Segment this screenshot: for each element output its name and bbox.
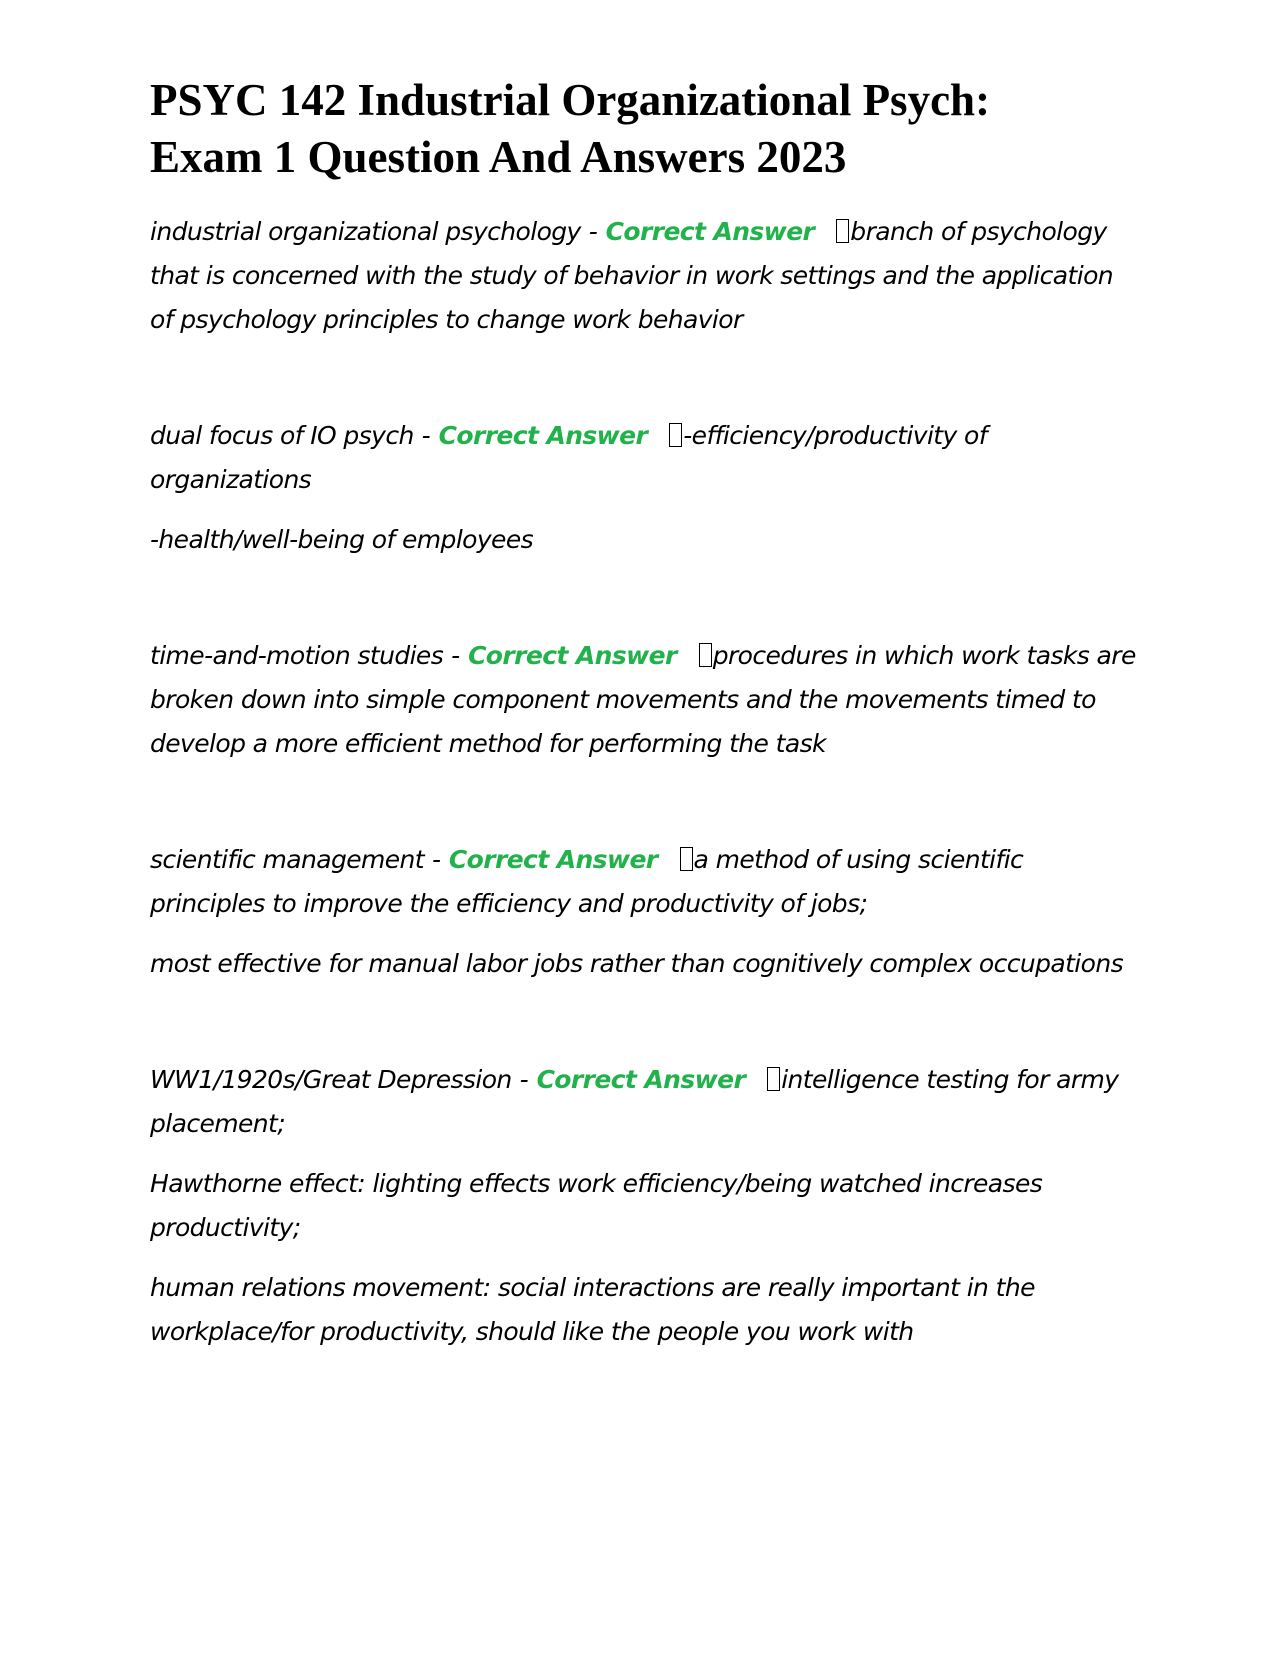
definition: -efficiency/productivity of organizations <box>150 421 987 494</box>
separator: - <box>443 641 469 670</box>
qa-entry <box>150 210 1140 342</box>
term: industrial organizational psychology <box>150 217 581 246</box>
qa-main-paragraph <box>150 414 1140 502</box>
qa-main-paragraph <box>150 1058 1140 1146</box>
term: time-and-motion studies <box>150 641 444 670</box>
correct-answer-label: Correct Answer <box>536 1065 746 1094</box>
definition: procedures in which work tasks are broken down into simple component movements and the movements timed to develop a more efficient method for performing the task <box>150 641 1136 758</box>
title-line-1: PSYC 142 Industrial Organizational Psych: <box>150 75 991 125</box>
missing-glyph-box-icon <box>669 423 682 447</box>
definition: intelligence testing for army placement; <box>150 1065 1119 1138</box>
missing-glyph-box-icon <box>836 219 849 243</box>
qa-main-paragraph <box>150 634 1140 766</box>
qa-entry <box>150 1058 1140 1354</box>
separator: - <box>580 217 606 246</box>
correct-answer-label: Correct Answer <box>448 845 658 874</box>
qa-main-paragraph <box>150 210 1140 342</box>
term: dual focus of IO psych <box>150 421 414 450</box>
document-title <box>150 72 1140 186</box>
separator: - <box>424 845 449 874</box>
separator: - <box>413 421 439 450</box>
correct-answer-label: Correct Answer <box>438 421 648 450</box>
missing-glyph-box-icon <box>680 847 693 871</box>
missing-glyph-box-icon <box>699 643 712 667</box>
correct-answer-label: Correct Answer <box>605 217 815 246</box>
term: WW1/1920s/Great Depression <box>150 1065 512 1094</box>
qa-extra-paragraph: human relations movement: social interactions are really important in the workplace/for productivity, should like the people you work with <box>150 1273 1035 1346</box>
qa-entry <box>150 414 1140 562</box>
qa-extra-paragraph: -health/well-being of employees <box>150 525 534 554</box>
qa-entry <box>150 634 1140 766</box>
correct-answer-label: Correct Answer <box>468 641 677 670</box>
title-line-2: Exam 1 Question And Answers 2023 <box>150 132 847 182</box>
qa-entry <box>150 838 1140 986</box>
document-page <box>150 72 1140 1354</box>
missing-glyph-box-icon <box>767 1067 780 1091</box>
term: scientific management <box>150 845 424 874</box>
qa-extra-paragraph: Hawthorne effect: lighting effects work efficiency/being watched increases productivity; <box>150 1169 1043 1242</box>
definition: a method of using scientific principles to improve the efficiency and productivity of jobs; <box>150 845 1024 918</box>
qa-extra-paragraph: most effective for manual labor jobs rather than cognitively complex occupations <box>150 949 1124 978</box>
qa-main-paragraph <box>150 838 1140 926</box>
definition: branch of psychology that is concerned with the study of behavior in work settings and the application of psychology principles to change work behavior <box>150 217 1114 334</box>
separator: - <box>511 1065 537 1094</box>
